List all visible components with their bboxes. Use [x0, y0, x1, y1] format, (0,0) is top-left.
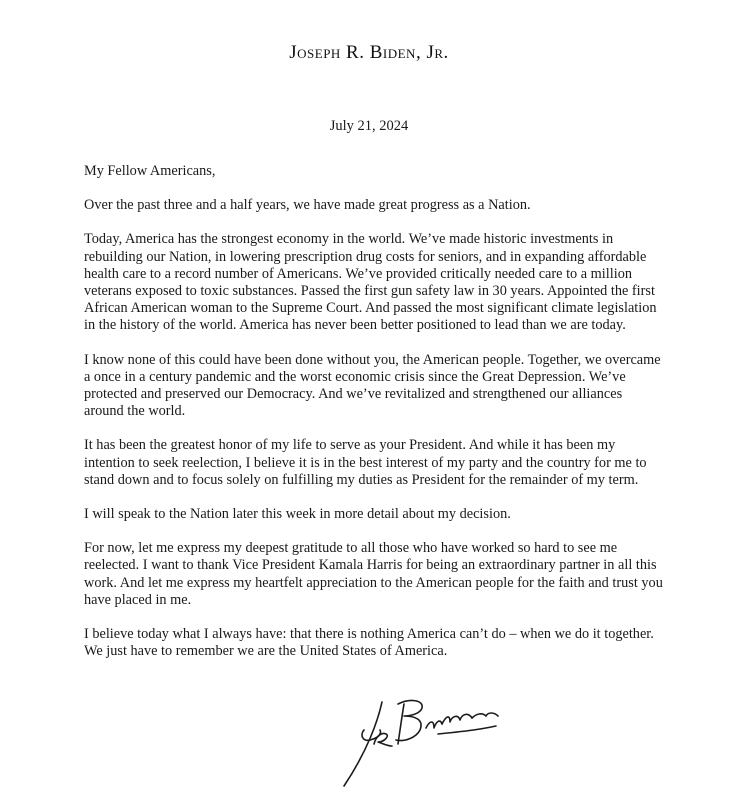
salutation: My Fellow Americans, [84, 163, 216, 179]
signature [338, 690, 538, 790]
paragraph-7: I believe today what I always have: that there is nothing America can’t do – when we do it together. We just have to remember we are the United States of America. [84, 626, 654, 660]
paragraph-5: I will speak to the Nation later this week in more detail about my decision. [84, 506, 511, 523]
letter-body [84, 163, 664, 677]
paragraph-3: I know none of this could have been done without you, the American people. Together, we overcame a once in a century pandemic and the worst economic crisis since the Great Depression. We’ve protected and preserved our Democracy. And we’ve revitalized and strengthened our alliances around the world. [84, 351, 661, 420]
paragraph-1: Over the past three and a half years, we have made great progress as a Nation. [84, 197, 531, 214]
paragraph-6: For now, let me express my deepest gratitude to all those who have worked so hard to see me reelected. I want to thank Vice President Kamala Harris for being an extraordinary partner in all this work. And let me express my heartfelt appreciation to the American people for the faith and trust you have placed in me. [84, 540, 663, 608]
letter-date: July 21, 2024 [329, 118, 409, 134]
paragraph-4: It has been the greatest honor of my life to serve as your President. And while it has been my intention to seek reelection, I believe it is in the best interest of my party and the country for me to stand down and to focus solely on fulfilling my duties as President for the remainder of my term. [84, 437, 647, 488]
signature-strokes [344, 701, 498, 786]
paragraph-2: Today, America has the strongest economy in the world. We’ve made historic investments in rebuilding our Nation, in lowering prescription drug costs for seniors, and in expanding affordable health care to a record number of Americans. We’ve provided critically needed care to a million veterans exposed to toxic substances. Passed the first gun safety law in 30 years. Appointed the first African American woman to the Supreme Court. And passed the most significant climate legislation in the history of the world. America has never been better positioned to lead than we are today. [84, 231, 657, 334]
letterhead: Joseph R. Biden, Jr. [289, 42, 449, 63]
